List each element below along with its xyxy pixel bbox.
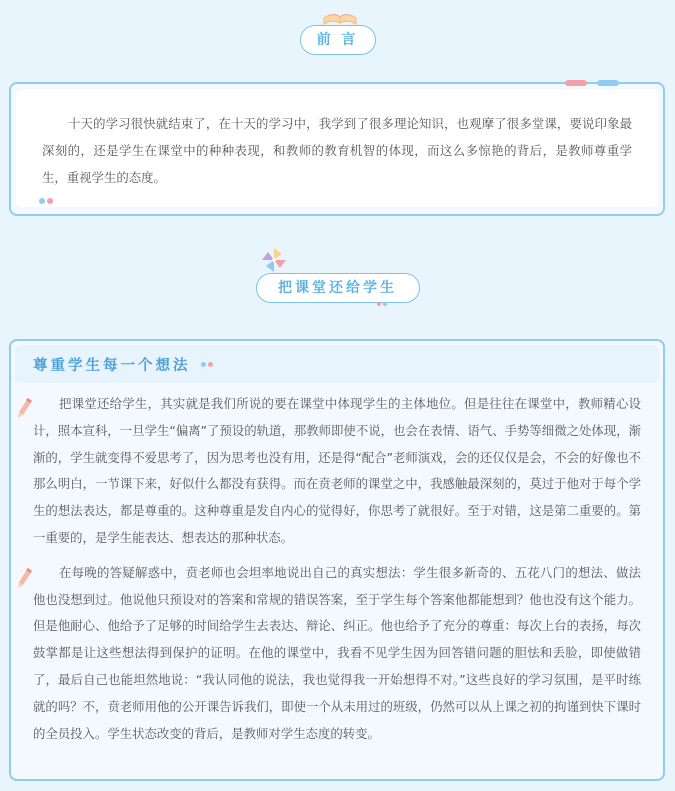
main-card — [9, 339, 665, 781]
preface-card — [9, 82, 665, 216]
tab-blue — [597, 80, 619, 86]
section-title-dots — [377, 302, 387, 306]
subsection-header — [15, 345, 659, 383]
pinwheel-icon — [260, 246, 288, 274]
section-title: 把课堂还给学生 — [256, 273, 420, 303]
section-paragraph-1: 把课堂还给学生，其实就是我们所说的要在课堂中体现学生的主体地位。但是往往在课堂中，教师精心设计，照本宣科，一旦学生“偏离”了预设的轨道，那教师即使不说，也会在表情、语气、手势等细微之处体现，渐渐的，学生就变得不爱思考了，因为思考也没有用，还是得“配合”老师演戏，会的还仅仅是会，不会的好像也不那么明白，一节课下来，好似什么都没有获得。而在贲老师的课堂之中，我感触最深刻的，莫过于他对于每个学生的想法表达，都是尊重的。这种尊重是发自内心的觉得好，你思考了就很好。至于对错，这是第二重要的。第一重要的，是学生能表达、想表达的那种状态。 — [33, 396, 641, 545]
card-tabs — [565, 80, 619, 86]
subsection-dots — [201, 362, 213, 367]
subsection-title: 尊重学生每一个想法 — [33, 357, 191, 374]
pencil-icon — [17, 567, 33, 589]
preface-text: 十天的学习很快就结束了，在十天的学习中，我学到了很多理论知识，也观摩了很多堂课，要说印象最深刻的，还是学生在课堂中的种种表现，和教师的教育机智的体现，而这么多惊艳的背后，是教师尊重学生，重视学生的态度。 — [42, 116, 632, 185]
section-paragraph-2: 在每晚的答疑解惑中，贲老师也会坦率地说出自己的真实想法：学生很多新奇的、五花八门的想法、做法他也没想到过。他说他只预设对的答案和常规的错误答案，至于学生每个答案他都能想到？他也没有这个能力。但是他耐心、他给予了足够的时间给学生去表达、辩论、纠正。他也给予了充分的尊重：每次上台的表扬，每次鼓掌都是让这些想法得到保护的证明。在他的课堂中，我看不见学生因为回答错问题的胆怯和丢脸，即使做错了，最后自己也能坦然地说：“我认同他的说法，我也觉得我一开始想得不对。”这些良好的学习氛围，是平时练就的吗？不，贲老师用他的公开课告诉我们，即使一个从未用过的班级，仍然可以从上课之初的拘谨到快下课时的全员投入。学生状态改变的背后，是教师对学生态度的转变。 — [33, 564, 641, 741]
pencil-icon — [17, 397, 33, 419]
tab-pink — [565, 80, 587, 86]
preface-title: 前 言 — [300, 25, 376, 55]
book-icon — [320, 10, 360, 26]
preface-dots — [39, 198, 53, 204]
